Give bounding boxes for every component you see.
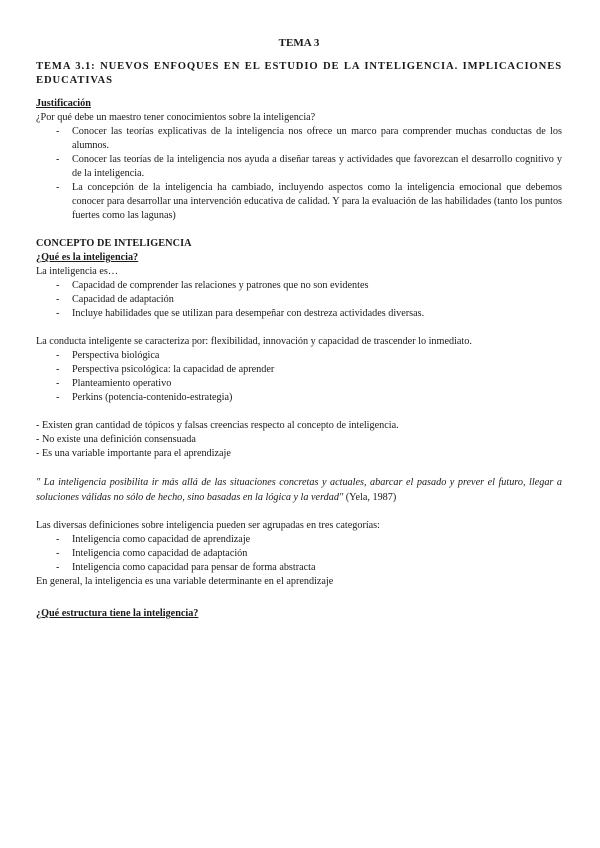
list-item: - Perspectiva biológica <box>36 349 562 363</box>
note-line: - Existen gran cantidad de tópicos y falsas creencias respecto al concepto de inteligencia. <box>36 420 399 431</box>
concepto-heading: CONCEPTO DE INTELIGENCIA <box>36 238 192 249</box>
concepto-intro: La inteligencia es… <box>36 266 119 277</box>
document-title: TEMA 3 <box>278 37 320 49</box>
concepto-question: ¿Qué es la inteligencia? <box>36 252 139 263</box>
list-item: - Perkins (potencia-contenido-estrategia) <box>36 391 562 405</box>
section-title: TEMA 3.1: NUEVOS ENFOQUES EN EL ESTUDIO DE LA INTELIGENCIA. IMPLICACIONES EDUCATIVAS <box>36 61 562 86</box>
categorias-intro: Las diversas definiciones sobre inteligencia pueden ser agrupadas en tres categorías: <box>36 520 380 531</box>
quote-text: " La inteligencia posibilita ir más allá de las situaciones concretas y actuales, abarcar el pasado y prever el futuro, llegar a soluciones válidas no sólo de hecho, sino basadas en la lógica y la verdad" <box>36 477 562 503</box>
justificacion-heading: Justificación <box>36 98 91 109</box>
perspectivas-list <box>36 349 562 405</box>
estructura-question: ¿Qué estructura tiene la inteligencia? <box>36 608 199 619</box>
list-item: - Perspectiva psicológica: la capacidad de aprender <box>36 363 562 377</box>
quote-citation: (Yela, 1987) <box>345 492 397 503</box>
conclusion-text: En general, la inteligencia es una variable determinante en el aprendizaje <box>36 576 334 587</box>
concepto-list <box>36 279 562 321</box>
list-item: - Conocer las teorías de la inteligencia nos ayuda a diseñar tareas y actividades que favorezcan el desarrollo cognitivo y de la inteligencia. <box>36 153 562 181</box>
list-item: - Inteligencia como capacidad de aprendizaje <box>36 533 562 547</box>
list-item: - Incluye habilidades que se utilizan para desempeñar con destreza actividades diversas. <box>36 307 562 321</box>
categorias-list <box>36 533 562 575</box>
justificacion-question: ¿Por qué debe un maestro tener conocimientos sobre la inteligencia? <box>36 112 316 123</box>
list-item: - Inteligencia como capacidad de adaptación <box>36 547 562 561</box>
list-item: - Planteamiento operativo <box>36 377 562 391</box>
note-line: - Es una variable importante para el aprendizaje <box>36 448 231 459</box>
list-item: - Capacidad de comprender las relaciones y patrones que no son evidentes <box>36 279 562 293</box>
list-item: - La concepción de la inteligencia ha cambiado, incluyendo aspectos como la inteligencia emocional que debemos conocer para desarrollar una intervención educativa de calidad. Y para la evaluación de las habilidades (tanto los puntos fuertes como las lagunas) <box>36 181 562 223</box>
quote-block <box>36 475 562 505</box>
justificacion-list <box>36 125 562 223</box>
conducta-text: La conducta inteligente se caracteriza por: flexibilidad, innovación y capacidad de trascender lo inmediato. <box>36 336 472 347</box>
note-line: - No existe una definición consensuada <box>36 434 196 445</box>
list-item: - Conocer las teorías explicativas de la inteligencia nos ofrece un marco para comprender muchas conductas de los alumnos. <box>36 125 562 153</box>
list-item: - Capacidad de adaptación <box>36 293 562 307</box>
list-item: - Inteligencia como capacidad para pensar de forma abstracta <box>36 561 562 575</box>
